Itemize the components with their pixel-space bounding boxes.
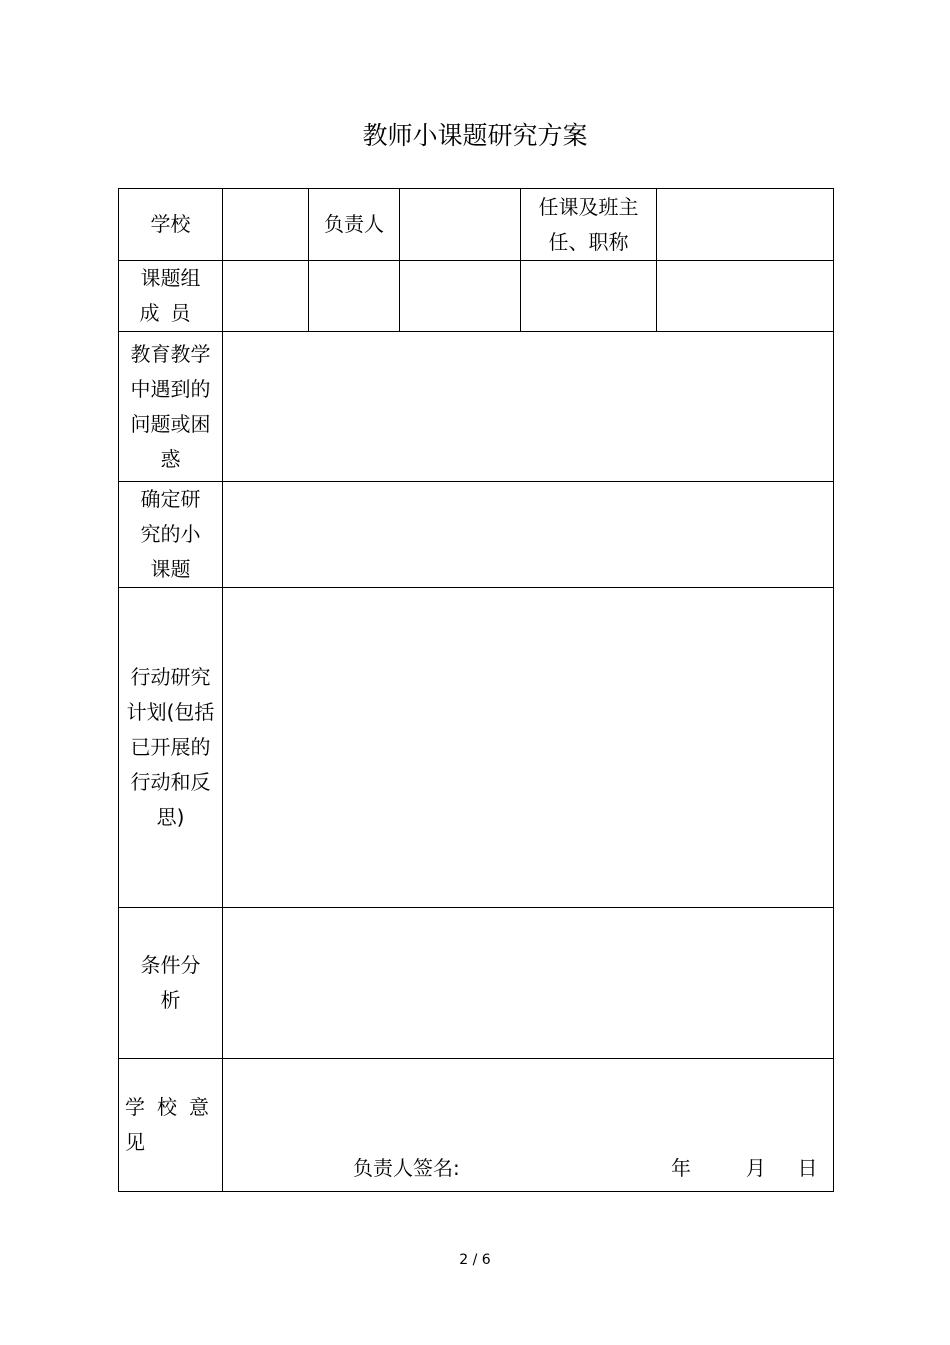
school-label-cell — [119, 189, 223, 261]
plan-value-cell[interactable] — [223, 588, 834, 908]
form-row-plan — [119, 588, 834, 908]
member-cell-3[interactable] — [400, 261, 521, 332]
form-row-basic-info — [119, 189, 834, 261]
document-title: 教师小课题研究方案 — [362, 121, 588, 150]
member-cell-2[interactable] — [309, 261, 400, 332]
conditions-label: 条件分析 — [140, 953, 201, 1012]
conditions-value-cell[interactable] — [223, 908, 834, 1059]
teaching-title-label: 任课及班主任、职称 — [538, 194, 639, 254]
form-row-problems — [119, 332, 834, 482]
topic-label: 确定研究的小课题 — [140, 487, 201, 581]
problems-label-cell — [119, 332, 223, 482]
problems-label: 教育教学中遇到的问题或困惑 — [130, 341, 211, 471]
year-label: 年 — [671, 1156, 691, 1180]
research-plan-form — [118, 188, 834, 1192]
form-row-members — [119, 261, 834, 332]
teaching-label-cell — [521, 189, 657, 261]
topic-label-cell — [119, 482, 223, 588]
members-label-line2: 成员 — [139, 301, 202, 325]
day-label: 日 — [797, 1156, 818, 1180]
members-label — [129, 261, 213, 331]
plan-label-cell — [119, 588, 223, 908]
leader-value-cell[interactable] — [400, 189, 521, 261]
leader-label: 负责人 — [324, 212, 384, 236]
member-cell-4[interactable] — [521, 261, 657, 332]
member-cell-5[interactable] — [657, 261, 834, 332]
form-row-conditions — [119, 908, 834, 1059]
signature-label: 负责人签名: — [353, 1156, 460, 1180]
members-label-line1: 课题组 — [140, 266, 201, 290]
topic-value-cell[interactable] — [223, 482, 834, 588]
form-row-topic — [119, 482, 834, 588]
school-label: 学校 — [150, 212, 191, 236]
leader-label-cell — [309, 189, 400, 261]
opinion-label: 学校意见 — [125, 1095, 221, 1154]
date-line — [671, 1153, 817, 1183]
member-cell-1[interactable] — [223, 261, 309, 332]
page-number: 2 / 6 — [459, 1252, 491, 1268]
problems-value-cell[interactable] — [223, 332, 834, 482]
conditions-label-cell — [119, 908, 223, 1059]
form-row-school-opinion — [119, 1059, 834, 1192]
members-label-cell — [119, 261, 223, 332]
opinion-label-cell — [119, 1059, 223, 1192]
opinion-value-cell[interactable] — [223, 1059, 834, 1192]
month-label: 月 — [745, 1156, 766, 1180]
plan-label: 行动研究计划(包括已开展的行动和反思) — [126, 665, 215, 829]
school-value-cell[interactable] — [223, 189, 309, 261]
teaching-value-cell[interactable] — [657, 189, 834, 261]
